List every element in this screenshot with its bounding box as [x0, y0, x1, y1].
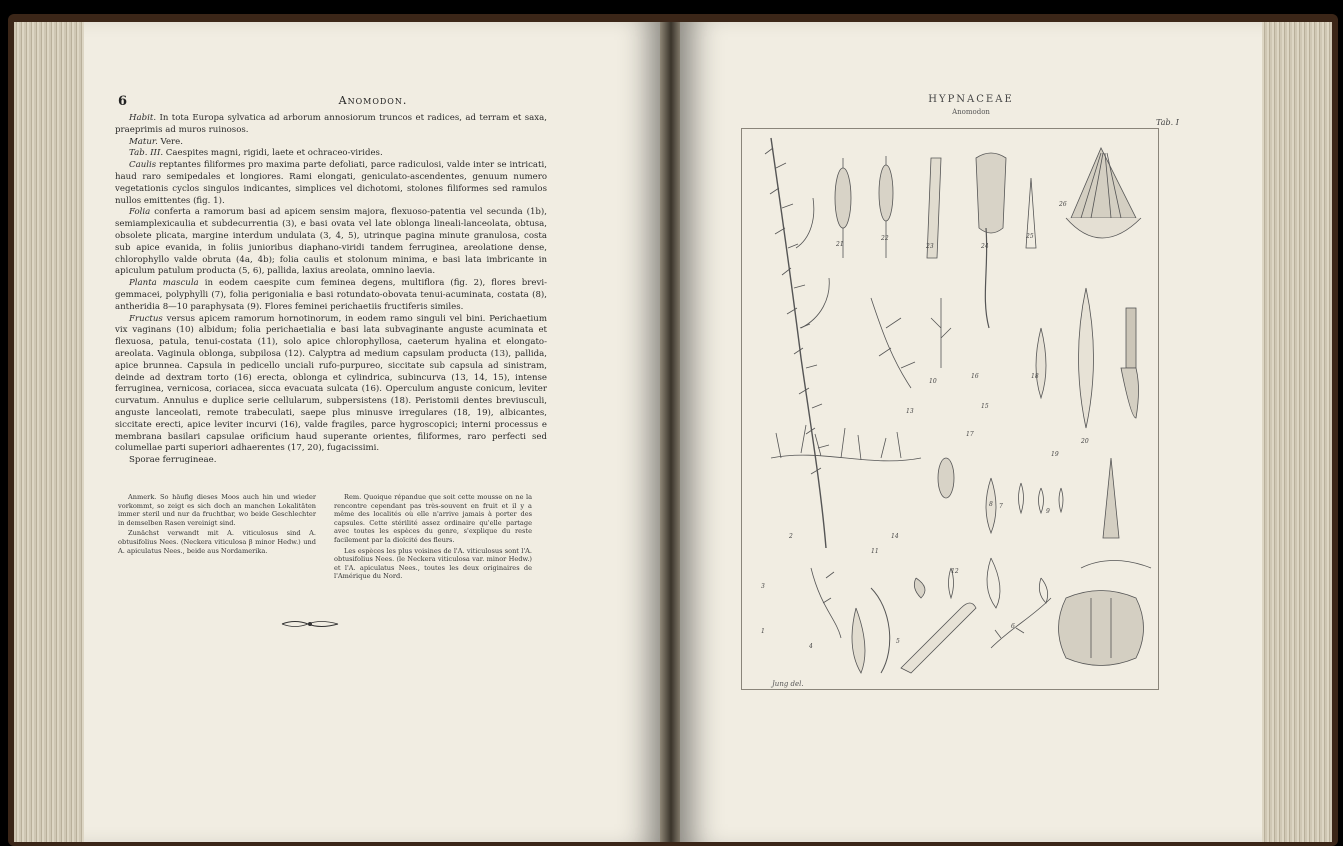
paragraph	[115, 148, 547, 160]
figure-number: 17	[966, 431, 974, 438]
book-gutter	[660, 22, 682, 842]
figure-number: 6	[1011, 623, 1015, 630]
note-paragraph: Rem. Quoique répandue que soit cette mousse on ne la rencontre cependant pas très-souvent en fruit et il y a même des localités où elle n'arrive jamais à porter des capsules. Cette stérilité assez ordinaire qu'elle partage avec toutes les espèces du genre, s'explique du reste facilement par la dioïcité des fleurs.	[334, 493, 532, 544]
paragraph-text: Vere.	[157, 136, 183, 147]
paragraph	[115, 278, 547, 313]
figure-number: 4	[809, 643, 813, 650]
page-edges-left	[14, 22, 84, 842]
paragraph-lead: Matur.	[129, 136, 158, 147]
plate-label: Tab. I	[1156, 118, 1179, 127]
figure-number: 19	[1051, 451, 1059, 458]
figure-number: 20	[1081, 438, 1089, 445]
figure-number: 12	[951, 568, 959, 575]
paragraph	[115, 455, 547, 467]
paragraph-text: in eodem caespite cum feminea degens, multiflora (fig. 2), flores brevi-gemmacei, polyphylli (7), folia perigonialia e basi rotundato-obovata tenui-acuminata, costata (8), antheridia 8—10 paraphysata (9). Flores feminei perichaetiis fructiferis similes.	[115, 278, 547, 312]
figure-number: 15	[981, 403, 989, 410]
paragraph-lead: Folia	[129, 207, 151, 218]
figure-number: 13	[906, 408, 914, 415]
note-paragraph: Zunächst verwandt mit A. viticulosus sind A. obtusifolius Nees. (Neckera viticulosa β minor Hedw.) und A. apiculatus Nees., beide aus Nordamerika.	[118, 529, 316, 555]
figure-number: 18	[1031, 373, 1039, 380]
page-number: 6	[118, 94, 128, 109]
paragraph-lead: Planta mascula	[129, 278, 199, 289]
plate-artist-signature: Jung del.	[772, 680, 804, 688]
paragraph-text: In tota Europa sylvatica ad arborum annosiorum truncos et radices, ad terram et saxa, praeprimis ad muros ruinosos.	[115, 113, 547, 135]
figure-number: 11	[871, 548, 879, 555]
paragraph-text: versus apicem ramorum hornotinorum, in eodem ramo singuli vel bini. Perichaetium vix vaginans (10) albidum; folia perichaetialia e basi lata subvaginante anguste acuminata et flexuosa, patula, tenui-costata (11), solo apice chlorophyllosa, caeterum hyalina et elongato-areolata. Vaginula oblonga, subpilosa (12). Calyptra ad medium capsulam producta (13), pallida, apice brunnea. Capsula in pedicello unciali rufo-purpureo, siccitate sub capsula ad sinistram, deinde ad dextram torto (16) erecta, oblonga et cylindrica, subincurva (13, 14, 15), intense ferruginea, vernicosa, coriacea, sicca evacuata sulcata (16). Operculum anguste conicum, leviter curvatum. Annulus e duplice serie cellularum, subpersistens (18). Peristomii dentes breviusculi, anguste lanceolati, remote trabeculati, saepe plus minusve irregulares (18, 19), albicantes, siccitate erecti, apice leviter incurvi (16), valde fragiles, parce hygroscopici; interni processus e membrana basilari capsulae orificium haud superante orientes, filiformes, raro perfecti sed columellae parti superiori adhaerentes (17, 20), fugacissimi.	[115, 313, 547, 454]
figure-number: 24	[981, 243, 989, 250]
plate-family-title: HYPNACEAE	[928, 94, 1014, 105]
figure-number: 10	[929, 378, 937, 385]
figure-number: 9	[1046, 508, 1050, 515]
paragraph-lead: Fructus	[129, 313, 163, 324]
paragraph	[115, 207, 547, 278]
figure-number: 7	[999, 503, 1003, 510]
figure-number: 23	[926, 243, 934, 250]
figure-number: 26	[1059, 201, 1067, 208]
paragraph-text: reptantes filiformes pro maxima parte defoliati, parce radiculosi, valde inter se intricati, haud raro semipedales et longiores. Rami elongati, geniculato-ascendentes, genuum numero vegetationis cyclos singulos indicantes, simplices vel dichotomi, stolones filiformes sed ramulos nullos emittentes (fig. 1).	[115, 160, 547, 206]
figure-number: 5	[896, 638, 900, 645]
figure-number: 8	[989, 501, 993, 508]
paragraph	[115, 314, 547, 456]
note-paragraph: Les espèces les plus voisines de l'A. viticulosus sont l'A. obtusifolius Nees. (le Neckera viticulosa var. minor Hedw.) et l'A. apiculatus Nees., toutes les deux originaires de l'Amérique du Nord.	[334, 546, 532, 581]
paragraph	[115, 137, 547, 149]
ornament-divider	[280, 618, 340, 630]
plate-genus-title: Anomodon	[952, 108, 990, 116]
note-paragraph: Anmerk. So häufig dieses Moos auch hin und wieder vorkommt, so zeigt es sich doch an manchen Lokalitäten immer steril und nur da fruchtbar, wo beide Geschlechter in demselben Rasen vereinigt sind.	[118, 493, 316, 527]
note-german	[118, 493, 316, 557]
figure-number: 22	[881, 235, 889, 242]
figure-number: 25	[1026, 233, 1034, 240]
paragraph	[115, 113, 547, 137]
paragraph-text: conferta a ramorum basi ad apicem sensim majora, flexuoso-patentia vel secunda (1b), semiamplexicaulia et subdecurrentia (3), e basi ovata vel late oblonga lineali-lanceolata, obtusa, obsolete plicata, margine interdum undulata (3, 4, 5), utrinque pagina minute granulosa, costa sub apice evanida, in foliis junioribus diaphano-viridi tandem ferruginea, areolatione dense, chlorophyllo valde obruta (4a, 4b); folia caulis et stolonum minima, e basi lata imbricante in apiculum patulum producta (5, 6), pallida, laxius areolata, omnino laevia.	[115, 207, 547, 277]
page-edges-right	[1262, 22, 1332, 842]
figure-number: 2	[789, 533, 793, 540]
figure-number: 14	[891, 533, 899, 540]
paragraph-text: Sporae ferrugineae.	[129, 455, 217, 466]
paragraph-text: Caespites magni, rigidi, laete et ochraceo-virides.	[163, 148, 383, 159]
note-french	[334, 493, 532, 583]
paragraph	[115, 160, 547, 207]
body-text	[115, 113, 547, 467]
figure-number: 3	[761, 583, 765, 590]
figure-number: 1	[761, 628, 765, 635]
figure-number: 21	[836, 241, 844, 248]
moss-shoot-illustration	[765, 138, 829, 548]
running-title: Anomodon.	[338, 94, 408, 107]
paragraph-lead: Caulis	[129, 160, 157, 171]
figure-number: 16	[971, 373, 979, 380]
paragraph-lead: Tab. III.	[129, 148, 164, 159]
botanical-plate	[741, 128, 1159, 690]
paragraph-lead: Habit.	[129, 113, 157, 123]
